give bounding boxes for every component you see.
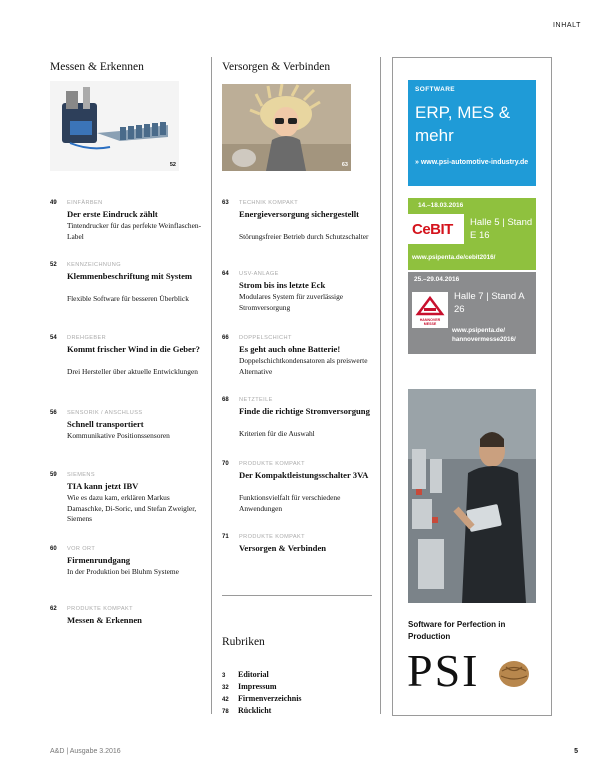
section-label: INHALT [553,22,581,29]
column-heading-versorgen: Versorgen & Verbinden [222,61,331,73]
toc-kicker: SIEMENS [67,472,95,478]
toc-kicker: EINFÄRBEN [67,200,103,206]
toc-title[interactable]: Strom bis ins letzte Eck [239,280,326,290]
column-divider-1 [211,57,212,714]
toc-description: Störungsfreier Betrieb durch Schutzschalter [239,232,369,241]
column-divider-2 [380,57,381,714]
rubrik-title[interactable]: Firmenverzeichnis [238,694,302,703]
toc-kicker: DREHGEBER [67,335,107,341]
toc-title[interactable]: Es geht auch ohne Batterie! [239,344,341,354]
rubrik-item[interactable] [222,682,277,691]
ad-software-panel[interactable] [408,80,536,186]
toc-description: Wie es dazu kam, erklären Markus Damaschke, Di-Soric, und Stefan Zweigler, Siemens [67,493,197,523]
toc-page-number: 70 [222,461,229,467]
toc-title[interactable]: Firmenrundgang [67,555,131,565]
ad-automotive-link[interactable]: » www.psi-automotive-industry.de [415,159,529,166]
worker-with-tablet-photo [408,389,536,603]
toc-title[interactable]: Der Kompaktleistungsschalter 3VA [239,470,369,480]
toc-kicker: KENNZEICHNUNG [67,262,121,268]
toc-description: Doppelschichtkondensatoren als preiswerte Alternative [239,356,368,376]
toc-title[interactable]: Schnell transportiert [67,419,144,429]
rubrik-item[interactable] [222,694,302,703]
rubriken-list [222,670,372,720]
image-page-ref: 63 [341,162,348,168]
toc-title[interactable]: Finde die richtige Stromversorgung [239,406,370,416]
ad-slogan: Software for Perfection in Production [408,620,506,641]
rubrik-title[interactable]: Editorial [238,670,269,679]
rubriken-divider [222,595,372,596]
ad-hm-dates: 25.–29.04.2016 [414,276,460,283]
psi-advertisement[interactable] [392,57,552,716]
sensor-product-image[interactable] [50,81,179,171]
toc-kicker: USV-ANLAGE [239,271,279,277]
toc-page-number: 66 [222,335,229,341]
ad-headline: ERP, MES & mehr [415,103,511,145]
rubrik-title[interactable]: Rücklicht [238,706,272,715]
toc-page-number: 63 [222,200,229,206]
psi-logo: PSI [407,645,480,696]
ad-hm-hall: Halle 7 | Stand A 26 [454,291,525,315]
toc-page-number: 64 [222,271,229,277]
toc-page-number: 56 [50,410,57,416]
ad-production-photo [408,389,536,603]
toc-kicker: PRODUKTE KOMPAKT [67,606,133,612]
toc-title[interactable]: Energieversorgung sichergestellt [239,209,360,219]
ad-cebit-hall: Halle 5 | Stand E 16 [470,217,533,241]
toc-description: Flexible Software für besseren Überblick [67,294,189,303]
child-with-hair-image[interactable] [222,84,351,171]
toc-description: Kommunikative Positionssensoren [67,431,170,440]
hannover-messe-logo: HANNOVER MESSE [412,292,448,328]
page-number: 5 [574,748,578,755]
toc-title[interactable]: Versorgen & Verbinden [239,543,327,553]
toc-page-number: 71 [222,534,229,540]
toc-kicker: PRODUKTE KOMPAKT [239,461,305,467]
rubrik-item[interactable] [222,706,271,715]
toc-page-number: 60 [50,546,57,552]
toc-page-number: 49 [50,200,57,206]
rubrik-item[interactable] [222,670,269,679]
ad-cebit-panel[interactable] [408,198,536,270]
toc-page-number: 59 [50,472,57,478]
toc-kicker: TECHNIK KOMPAKT [239,200,299,206]
toc-title[interactable]: Kommt frischer Wind in die Geber? [67,344,200,354]
toc-kicker: NETZTEILE [239,397,273,403]
rubrik-title[interactable]: Impressum [238,682,277,691]
toc-title[interactable]: Messen & Erkennen [67,615,142,625]
ad-cebit-dates: 14.–18.03.2016 [418,202,464,209]
toc-page-number: 52 [50,262,57,268]
rubrik-page-number: 78 [222,709,229,715]
toc-title[interactable]: TIA kann jetzt IBV [67,481,139,491]
child-electric-hair-photo [222,84,351,171]
cebit-logo: CeBIT [408,214,464,244]
toc-kicker: SENSORIK / ANSCHLUSS [67,410,143,416]
walnut-icon [497,658,531,690]
rubrik-page-number: 32 [222,685,229,691]
rubriken-heading: Rubriken [222,636,265,648]
image-page-ref: 52 [169,162,176,168]
toc-page-number: 62 [50,606,57,612]
ad-hm-url[interactable]: www.psipenta.de/ hannovermesse2016/ [452,327,516,343]
toc-page-number: 68 [222,397,229,403]
toc-description: Drei Hersteller über aktuelle Entwicklungen [67,367,198,376]
terminal-marker-printer-illustration [50,81,179,171]
toc-description: Modulares System für zuverlässige Stromversorgung [239,292,344,312]
toc-description: Kriterien für die Auswahl [239,429,315,438]
toc-kicker: VOR ORT [67,546,96,552]
hannover-messe-mark-icon [412,294,448,318]
rubrik-page-number: 3 [222,673,226,679]
footer-issue: A&D | Ausgabe 3.2016 [50,748,121,755]
ad-software-label: SOFTWARE [415,86,456,93]
toc-description: Tintendrucker für das perfekte Weinflaschen-Label [67,221,202,241]
toc-title[interactable]: Der erste Eindruck zählt [67,209,158,219]
rubrik-page-number: 42 [222,697,229,703]
toc-kicker: DOPPELSCHICHT [239,335,292,341]
toc-description: In der Produktion bei Bluhm Systeme [67,567,179,576]
column-heading-messen: Messen & Erkennen [50,61,144,73]
ad-hannover-panel[interactable] [408,272,536,354]
toc-kicker: PRODUKTE KOMPAKT [239,534,305,540]
toc-description: Funktionsvielfalt für verschiedene Anwendungen [239,493,341,513]
ad-cebit-url[interactable]: www.psipenta.de/cebit2016/ [412,254,496,261]
toc-title[interactable]: Klemmenbeschriftung mit System [67,271,193,281]
toc-page-number: 54 [50,335,57,341]
